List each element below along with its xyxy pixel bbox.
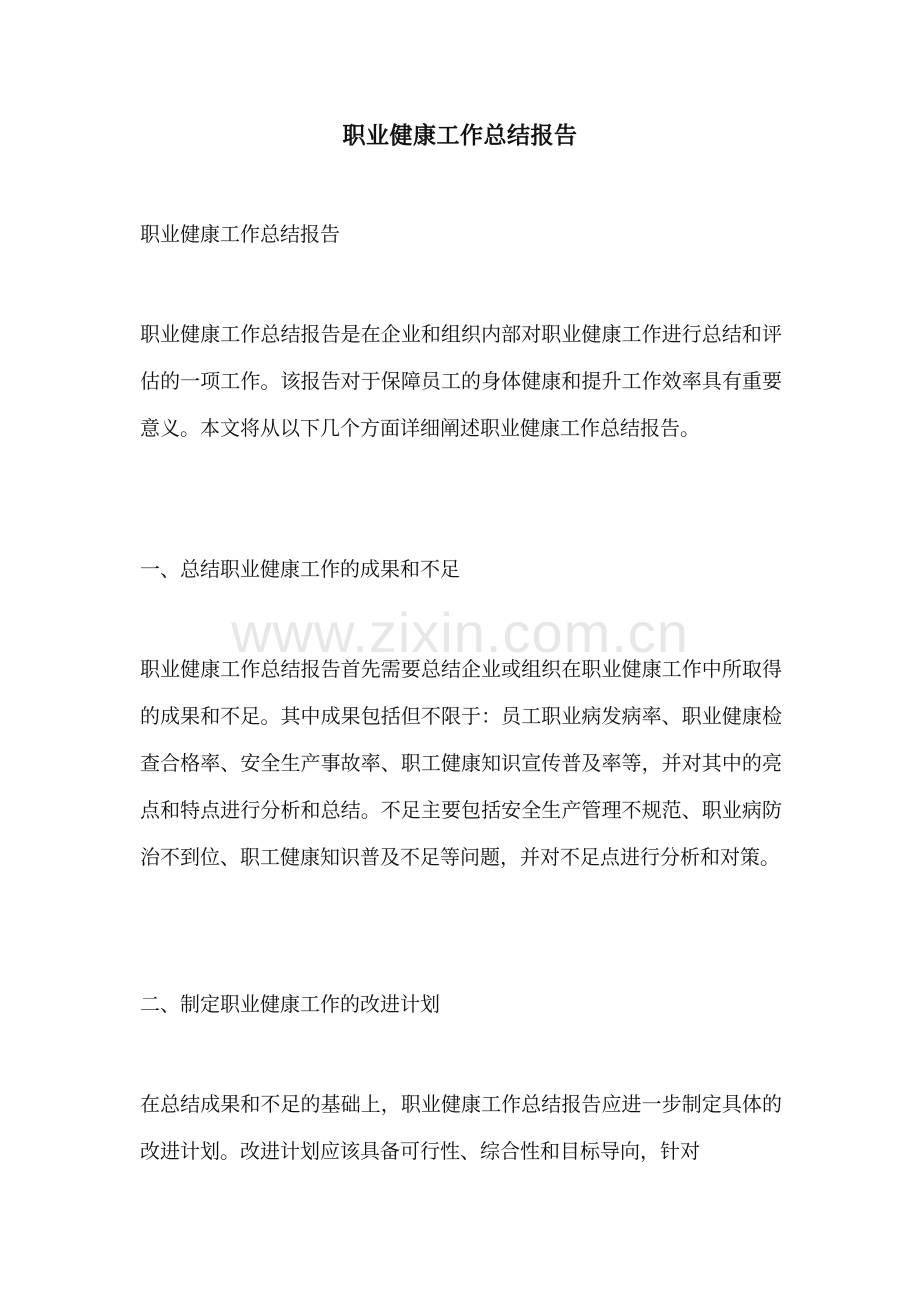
section-2-paragraph: 在总结成果和不足的基础上，职业健康工作总结报告应进一步制定具体的改进计划。改进计划应该具备可行性、综合性和目标导向，针对	[140, 1092, 782, 1163]
document-title: 职业健康工作总结报告	[342, 122, 578, 149]
intro-paragraph: 职业健康工作总结报告是在企业和组织内部对职业健康工作进行总结和评估的一项工作。该报告对于保障员工的身体健康和提升工作效率具有重要意义。本文将从以下几个方面详细阐述职业健康工作总结报告。	[140, 322, 782, 440]
site-watermark: www.zixin.com.cn	[231, 601, 689, 664]
document-subtitle: 职业健康工作总结报告	[140, 222, 340, 246]
section-1-paragraph: 职业健康工作总结报告首先需要总结企业或组织在职业健康工作中所取得的成果和不足。其中成果包括但不限于：员工职业病发病率、职业健康检查合格率、安全生产事故率、职工健康知识宣传普及率等，并对其中的亮点和特点进行分析和总结。不足主要包括安全生产管理不规范、职业病防治不到位、职工健康知识普及不足等问题，并对不足点进行分析和对策。	[140, 657, 782, 869]
section-2-heading: 二、制定职业健康工作的改进计划	[140, 992, 440, 1016]
section-1-heading: 一、总结职业健康工作的成果和不足	[140, 557, 460, 581]
